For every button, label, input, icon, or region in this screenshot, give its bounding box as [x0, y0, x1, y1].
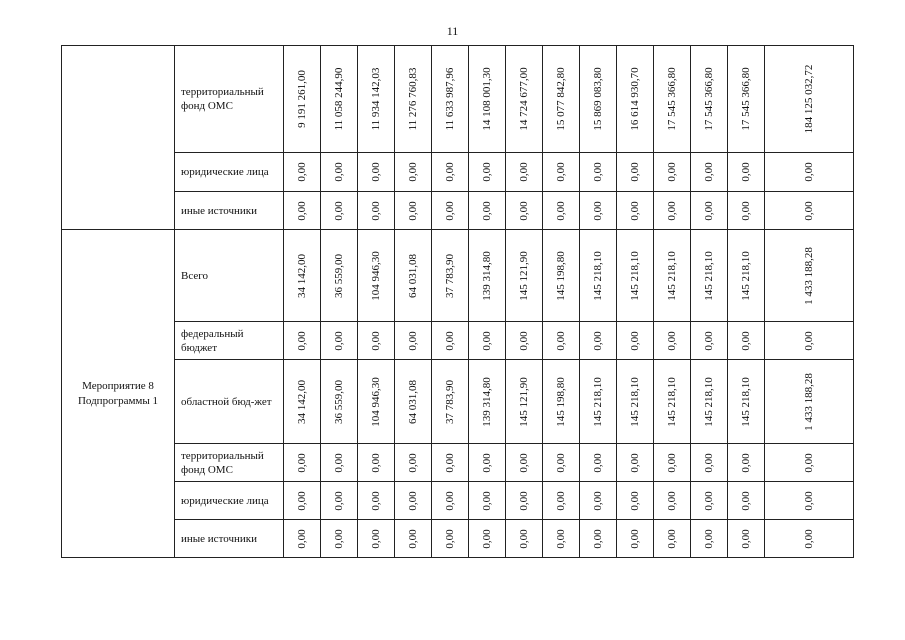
value-cell [284, 360, 321, 444]
value-cell [617, 153, 654, 192]
value-cell [654, 482, 691, 520]
value-text: 16 614 930,70 [629, 67, 641, 131]
value-cell [728, 520, 765, 558]
value-text: 0,00 [407, 200, 419, 221]
value-text: 104 946,30 [370, 250, 382, 301]
value-text: 145 218,10 [592, 250, 604, 301]
table-row [62, 444, 854, 482]
value-cell [617, 192, 654, 230]
value-cell [691, 192, 728, 230]
value-cell [580, 322, 617, 360]
value-cell [321, 520, 358, 558]
total-cell [765, 192, 854, 230]
value-cell [358, 360, 395, 444]
value-text: 0,00 [740, 330, 752, 351]
value-cell [358, 322, 395, 360]
value-text: 0,00 [444, 490, 456, 511]
value-text: 0,00 [555, 452, 567, 473]
value-text: 0,00 [481, 200, 493, 221]
value-text: 145 218,10 [703, 250, 715, 301]
value-text: 0,00 [333, 452, 345, 473]
funding-source-label: иные источники [175, 192, 284, 230]
value-text: 0,00 [407, 528, 419, 549]
value-text: 0,00 [333, 490, 345, 511]
value-cell [543, 153, 580, 192]
value-cell [284, 153, 321, 192]
value-text: 0,00 [407, 490, 419, 511]
value-text: 17 545 366,80 [703, 67, 715, 131]
value-cell [543, 230, 580, 322]
value-text: 0,00 [703, 200, 715, 221]
value-text: 0,00 [666, 490, 678, 511]
table-row [62, 520, 854, 558]
value-cell [432, 360, 469, 444]
value-text: 0,00 [444, 162, 456, 182]
value-cell [284, 322, 321, 360]
value-text: 0,00 [444, 528, 456, 549]
value-cell [728, 322, 765, 360]
value-cell [543, 444, 580, 482]
value-text: 0,00 [296, 162, 308, 182]
value-text: 0,00 [666, 330, 678, 351]
value-text: 0,00 [481, 330, 493, 351]
value-cell [321, 46, 358, 153]
value-cell [284, 192, 321, 230]
value-cell [506, 230, 543, 322]
value-cell [506, 520, 543, 558]
value-text: 0,00 [666, 528, 678, 549]
value-text: 0,00 [518, 330, 530, 351]
funding-source-label: юридические лица [175, 153, 284, 192]
value-cell [469, 46, 506, 153]
total-text: 0,00 [803, 452, 815, 473]
value-text: 0,00 [481, 162, 493, 182]
value-text: 36 559,00 [333, 379, 345, 424]
value-text: 0,00 [703, 452, 715, 473]
value-text: 0,00 [481, 452, 493, 473]
value-text: 0,00 [629, 162, 641, 182]
value-cell [395, 520, 432, 558]
value-text: 0,00 [666, 162, 678, 182]
value-text: 0,00 [629, 452, 641, 473]
table-row [62, 192, 854, 230]
total-text: 184 125 032,72 [803, 64, 815, 134]
value-text: 0,00 [333, 330, 345, 351]
funding-source-label: юридические лица [175, 482, 284, 520]
value-text: 0,00 [555, 162, 567, 182]
value-text: 139 314,80 [481, 376, 493, 427]
value-cell [469, 322, 506, 360]
value-cell [617, 46, 654, 153]
value-cell [469, 520, 506, 558]
value-text: 0,00 [629, 490, 641, 511]
value-cell [617, 482, 654, 520]
value-cell [654, 230, 691, 322]
value-text: 17 545 366,80 [666, 67, 678, 131]
value-cell [654, 192, 691, 230]
value-cell [728, 482, 765, 520]
value-text: 0,00 [592, 452, 604, 473]
value-text: 0,00 [444, 330, 456, 351]
value-cell [395, 192, 432, 230]
value-cell [506, 322, 543, 360]
value-text: 0,00 [333, 200, 345, 221]
value-text: 0,00 [407, 330, 419, 351]
budget-table [61, 45, 854, 558]
value-text: 145 121,90 [518, 376, 530, 427]
total-text: 0,00 [803, 330, 815, 351]
value-cell [506, 46, 543, 153]
value-cell [506, 482, 543, 520]
value-cell [617, 322, 654, 360]
total-cell [765, 360, 854, 444]
value-text: 0,00 [703, 528, 715, 549]
value-cell [284, 46, 321, 153]
value-text: 0,00 [370, 162, 382, 182]
total-cell [765, 153, 854, 192]
value-cell [432, 230, 469, 322]
funding-source-label: областной бюд-жет [175, 360, 284, 444]
value-cell [432, 46, 469, 153]
total-cell [765, 230, 854, 322]
value-cell [432, 444, 469, 482]
value-text: 145 198,80 [555, 376, 567, 427]
value-text: 0,00 [740, 452, 752, 473]
value-cell [358, 444, 395, 482]
value-text: 104 946,30 [370, 376, 382, 427]
value-cell [284, 444, 321, 482]
value-text: 145 218,10 [666, 376, 678, 427]
value-text: 0,00 [296, 452, 308, 473]
value-cell [395, 322, 432, 360]
value-cell [358, 46, 395, 153]
value-text: 36 559,00 [333, 253, 345, 298]
value-text: 145 218,10 [703, 376, 715, 427]
value-cell [358, 192, 395, 230]
value-cell [728, 153, 765, 192]
value-text: 0,00 [296, 528, 308, 549]
total-cell [765, 322, 854, 360]
value-text: 17 545 366,80 [740, 67, 752, 131]
value-cell [506, 192, 543, 230]
value-cell [617, 230, 654, 322]
value-text: 0,00 [370, 490, 382, 511]
value-text: 145 218,10 [592, 376, 604, 427]
value-cell [321, 153, 358, 192]
value-text: 0,00 [518, 528, 530, 549]
value-text: 139 314,80 [481, 250, 493, 301]
value-cell [358, 153, 395, 192]
value-cell [284, 230, 321, 322]
value-cell [654, 360, 691, 444]
budget-table-body [62, 46, 854, 558]
value-cell [654, 322, 691, 360]
value-text: 0,00 [370, 528, 382, 549]
value-cell [321, 230, 358, 322]
total-cell [765, 520, 854, 558]
value-cell [432, 322, 469, 360]
value-cell [395, 153, 432, 192]
value-text: 0,00 [296, 490, 308, 511]
table-row [62, 482, 854, 520]
value-cell [506, 360, 543, 444]
value-cell [543, 192, 580, 230]
value-cell [506, 153, 543, 192]
value-text: 11 276 760,83 [407, 67, 419, 131]
total-cell [765, 482, 854, 520]
total-cell [765, 444, 854, 482]
value-cell [469, 153, 506, 192]
funding-source-label: иные источники [175, 520, 284, 558]
value-cell [358, 482, 395, 520]
value-text: 11 058 244,90 [333, 67, 345, 131]
value-text: 145 218,10 [629, 250, 641, 301]
value-cell [691, 46, 728, 153]
value-cell [691, 482, 728, 520]
value-text: 0,00 [555, 200, 567, 221]
value-cell [469, 444, 506, 482]
value-cell [580, 360, 617, 444]
group-label [62, 46, 175, 230]
value-text: 0,00 [629, 330, 641, 351]
value-cell [543, 46, 580, 153]
value-text: 0,00 [740, 200, 752, 221]
funding-source-label: федеральный бюджет [175, 322, 284, 360]
value-text: 37 783,90 [444, 253, 456, 298]
value-text: 0,00 [740, 528, 752, 549]
value-text: 0,00 [703, 490, 715, 511]
total-text: 1 433 188,28 [803, 372, 815, 431]
value-cell [580, 482, 617, 520]
table-row [62, 230, 854, 322]
value-text: 145 218,10 [666, 250, 678, 301]
value-text: 145 198,80 [555, 250, 567, 301]
value-cell [543, 520, 580, 558]
value-text: 0,00 [555, 330, 567, 351]
value-text: 145 218,10 [740, 376, 752, 427]
value-cell [728, 230, 765, 322]
value-text: 0,00 [592, 490, 604, 511]
total-cell [765, 46, 854, 153]
value-text: 11 633 987,96 [444, 67, 456, 131]
value-cell [691, 230, 728, 322]
value-cell [728, 46, 765, 153]
value-cell [506, 444, 543, 482]
total-text: 1 433 188,28 [803, 246, 815, 305]
value-cell [432, 153, 469, 192]
value-text: 0,00 [481, 490, 493, 511]
value-text: 0,00 [740, 162, 752, 182]
page-number: 11 [446, 24, 459, 38]
value-cell [432, 520, 469, 558]
value-cell [395, 360, 432, 444]
value-cell [469, 230, 506, 322]
value-text: 0,00 [555, 528, 567, 549]
value-text: 15 077 842,80 [555, 67, 567, 131]
value-text: 0,00 [740, 490, 752, 511]
table-row [62, 322, 854, 360]
value-text: 0,00 [370, 200, 382, 221]
value-text: 145 218,10 [629, 376, 641, 427]
value-text: 0,00 [370, 330, 382, 351]
value-text: 34 142,00 [296, 253, 308, 298]
value-text: 0,00 [296, 200, 308, 221]
value-cell [432, 192, 469, 230]
value-text: 0,00 [407, 452, 419, 473]
value-text: 145 121,90 [518, 250, 530, 301]
total-text: 0,00 [803, 162, 815, 182]
value-cell [728, 444, 765, 482]
value-cell [728, 360, 765, 444]
total-text: 0,00 [803, 490, 815, 511]
value-text: 0,00 [444, 452, 456, 473]
value-cell [469, 360, 506, 444]
value-cell [580, 192, 617, 230]
value-cell [654, 153, 691, 192]
value-text: 9 191 261,00 [296, 70, 308, 128]
value-cell [691, 520, 728, 558]
value-text: 37 783,90 [444, 379, 456, 424]
value-cell [654, 46, 691, 153]
value-cell [395, 482, 432, 520]
funding-source-label: территориальный фонд ОМС [175, 46, 284, 153]
funding-source-label: территориальный фонд ОМС [175, 444, 284, 482]
value-text: 14 724 677,00 [518, 67, 530, 131]
value-text: 15 869 083,80 [592, 67, 604, 131]
value-cell [691, 360, 728, 444]
value-cell [321, 482, 358, 520]
value-cell [691, 153, 728, 192]
value-cell [321, 192, 358, 230]
value-cell [543, 482, 580, 520]
value-cell [469, 482, 506, 520]
value-text: 0,00 [629, 528, 641, 549]
value-text: 0,00 [444, 200, 456, 221]
value-cell [617, 360, 654, 444]
value-text: 0,00 [518, 200, 530, 221]
total-text: 0,00 [803, 528, 815, 549]
value-cell [358, 520, 395, 558]
value-cell [580, 46, 617, 153]
value-cell [617, 444, 654, 482]
value-text: 11 934 142,03 [370, 67, 382, 131]
value-cell [284, 520, 321, 558]
value-text: 14 108 001,30 [481, 67, 493, 131]
value-text: 0,00 [518, 162, 530, 182]
value-cell [580, 444, 617, 482]
value-text: 0,00 [370, 452, 382, 473]
value-text: 0,00 [555, 490, 567, 511]
value-cell [284, 482, 321, 520]
value-text: 34 142,00 [296, 379, 308, 424]
value-text: 0,00 [296, 330, 308, 351]
value-text: 145 218,10 [740, 250, 752, 301]
total-text: 0,00 [803, 200, 815, 221]
value-cell [395, 230, 432, 322]
value-cell [321, 322, 358, 360]
value-cell [358, 230, 395, 322]
table-row [62, 360, 854, 444]
value-cell [580, 520, 617, 558]
value-cell [580, 230, 617, 322]
value-cell [580, 153, 617, 192]
value-cell [395, 46, 432, 153]
funding-source-label: Всего [175, 230, 284, 322]
value-text: 0,00 [333, 528, 345, 549]
value-text: 0,00 [333, 162, 345, 182]
value-text: 0,00 [592, 528, 604, 549]
value-text: 64 031,08 [407, 379, 419, 424]
value-text: 0,00 [518, 490, 530, 511]
value-cell [469, 192, 506, 230]
table-row [62, 153, 854, 192]
value-text: 0,00 [703, 330, 715, 351]
value-text: 0,00 [592, 200, 604, 221]
value-cell [654, 444, 691, 482]
value-text: 0,00 [666, 452, 678, 473]
value-text: 0,00 [592, 162, 604, 182]
value-text: 64 031,08 [407, 253, 419, 298]
value-cell [321, 444, 358, 482]
table-row [62, 46, 854, 153]
value-text: 0,00 [703, 162, 715, 182]
value-text: 0,00 [518, 452, 530, 473]
value-text: 0,00 [407, 162, 419, 182]
value-text: 0,00 [592, 330, 604, 351]
value-cell [654, 520, 691, 558]
value-cell [543, 322, 580, 360]
value-text: 0,00 [666, 200, 678, 221]
value-cell [543, 360, 580, 444]
value-text: 0,00 [481, 528, 493, 549]
group-label: Мероприятие 8 Подпрограммы 1 [62, 230, 175, 558]
value-cell [321, 360, 358, 444]
value-text: 0,00 [629, 200, 641, 221]
value-cell [432, 482, 469, 520]
value-cell [728, 192, 765, 230]
value-cell [395, 444, 432, 482]
value-cell [691, 444, 728, 482]
value-cell [617, 520, 654, 558]
value-cell [691, 322, 728, 360]
